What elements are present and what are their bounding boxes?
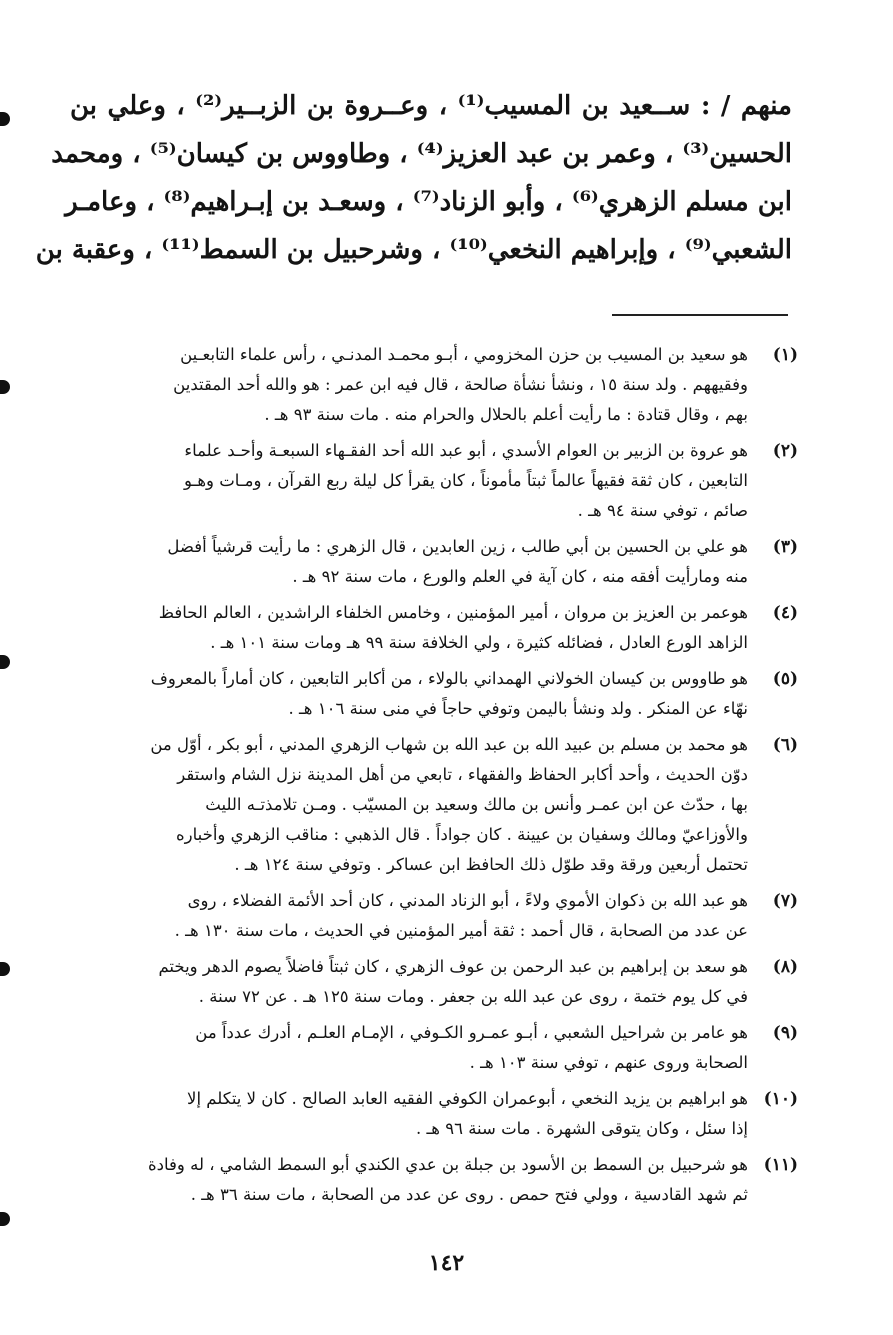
footnote-line: صائم ، توفي سنة ٩٤ هـ .: [577, 501, 748, 520]
footnote: [60, 1150, 798, 1210]
footnote-body: [60, 436, 748, 526]
footnote-body: [60, 532, 748, 592]
footnote: [60, 532, 798, 592]
footnote-line: إذا سئل ، وكان يتوقى الشهرة . مات سنة ٩٦ هـ .: [415, 1119, 748, 1138]
footnote-line: دوّن الحديث ، وأحد أكابر الحفاظ والفقهاء ، تابعي من أهل المدينة نزل الشام واستقر: [177, 765, 748, 784]
footnote-line: تحتمل أربعين ورقة وقد طوّل ذلك الحافظ ابن عساكر . وتوفي سنة ١٢٤ هـ .: [234, 855, 748, 874]
main-paragraph: [35, 82, 792, 274]
footnote-number: (١٠): [763, 1089, 798, 1109]
footnote-line: هو علي بن الحسين بن أبي طالب ، زين العابدين ، قال الزهري : ما رأيت قرشياً أفضل: [167, 537, 748, 556]
footnote-number: (١١): [763, 1155, 798, 1175]
footnote-line: هو سعيد بن المسيب بن حزن المخزومي ، أبـو محمـد المدنـي ، رأس علماء التابعـين: [180, 345, 748, 364]
footnote-number: (٤): [772, 603, 798, 623]
footnote-line: هو عروة بن الزبير بن العوام الأسدي ، أبو عبد الله أحد الفقـهاء السبعـة وأحـد علماء: [184, 441, 748, 460]
footnotes: [60, 340, 798, 1216]
main-line: منهم / : ســعيد بن المسيب⁽¹⁾ ، وعــروة بن الزبــير⁽²⁾ ، وعلي بن: [70, 91, 792, 121]
footnote-line: عن عدد من الصحابة ، قال أحمد : ثقة أمير المؤمنين في الحديث ، مات سنة ١٣٠ هـ .: [174, 921, 748, 940]
footnote-line: بها ، حدّث عن ابن عمـر وأنس بن مالك وسعيد بن المسيّب . ومـن تلامذتـه الليث: [205, 795, 748, 814]
footnote: [60, 1084, 798, 1144]
footnote-line: والأوزاعيّ ومالك وسفيان بن عيينة . كان جواداً . قال الذهبي : مناقب الزهري وأخباره: [176, 825, 748, 844]
page-number: ١٤٢: [428, 1250, 465, 1276]
footnote-number: (٨): [772, 957, 798, 977]
footnote-body: [60, 1084, 748, 1144]
footnote-body: [60, 952, 748, 1012]
footnote-line: هو عبد الله بن ذكوان الأموي ولاءً ، أبو الزناد المدني ، كان أحد الأئمة الفضلاء ، روى: [187, 891, 748, 910]
footnote: [60, 952, 798, 1012]
footnote-number: (٢): [772, 441, 798, 461]
footnote-body: [60, 1018, 748, 1078]
footnote-body: [60, 886, 748, 946]
scan-edge-mark: [0, 655, 10, 669]
footnote-number: (٣): [772, 537, 798, 557]
footnote-body: [60, 598, 748, 658]
footnote-line: الزاهد الورع العادل ، فضائله كثيرة ، ولي الخلافة سنة ٩٩ هـ ومات سنة ١٠١ هـ .: [210, 633, 748, 652]
footnote-line: هو طاووس بن كيسان الخولاني الهمداني بالولاء ، من أكابر التابعين ، كان أماراً بالمعروف: [150, 669, 748, 688]
footnote-line: هو محمد بن مسلم بن عبيد الله بن عبد الله بن شهاب الزهري المدني ، أبو بكر ، أوّل من: [150, 735, 748, 754]
footnote-line: في كل يوم ختمة ، روى عن عبد الله بن جعفر . ومات سنة ١٢٥ هـ . عن ٧٢ سنة .: [198, 987, 748, 1006]
footnote-line: هوعمر بن العزيز بن مروان ، أمير المؤمنين ، وخامس الخلفاء الراشدين ، العالم الحافظ: [158, 603, 748, 622]
footnote-line: هو شرحبيل بن السمط بن الأسود بن جبلة بن عدي الكندي أبو السمط الشامي ، له وفادة: [147, 1155, 748, 1174]
footnote-body: [60, 664, 748, 724]
footnote-line: التابعين ، كان ثقة فقيهاً عالماً ثبتاً مأموناً ، كان يقرأ كل ليلة ربع القرآن ، ومـات وهـو: [184, 471, 748, 490]
scan-edge-mark: [0, 962, 10, 976]
footnote-number: (٥): [772, 669, 798, 689]
main-line: ابن مسلم الزهري⁽⁶⁾ ، وأبو الزناد⁽⁷⁾ ، وسعـد بن إبـراهيم⁽⁸⁾ ، وعامـر: [65, 187, 792, 217]
scan-edge-mark: [0, 112, 10, 126]
footnote: [60, 886, 798, 946]
footnote-line: هو ابراهيم بن يزيد النخعي ، أبوعمران الكوفي الفقيه العابد الصالح . كان لا يتكلم إلا: [187, 1089, 748, 1108]
footnote-number: (٦): [772, 735, 798, 755]
footnote-line: هو عامر بن شراحيل الشعبي ، أبـو عمـرو الكـوفي ، الإمـام العلـم ، أدرك عدداً من: [195, 1023, 748, 1042]
footnote-line: وفقيههم . ولد سنة ١٥ ، ونشأ نشأة صالحة ، قال فيه ابن عمر : هو والله أحد المقتدين: [173, 375, 748, 394]
footnote-line: الصحابة وروى عنهم ، توفي سنة ١٠٣ هـ .: [469, 1053, 748, 1072]
footnote: [60, 1018, 798, 1078]
footnote-line: بهم ، وقال قتادة : ما رأيت أعلم بالحلال والحرام منه . مات سنة ٩٣ هـ .: [264, 405, 748, 424]
footnote-line: نهّاء عن المنكر . ولد ونشأ باليمن وتوفي حاجاً في منى سنة ١٠٦ هـ .: [288, 699, 748, 718]
footnote-line: منه ومارأيت أفقه منه ، كان آية في العلم والورع ، مات سنة ٩٢ هـ .: [292, 567, 748, 586]
footnote-line: هو سعد بن إبراهيم بن عبد الرحمن بن عوف الزهري ، كان ثبتاً فاضلاً يصوم الدهر ويختم: [158, 957, 748, 976]
footnote-number: (٧): [772, 891, 798, 911]
footnote-number: (١): [772, 345, 798, 365]
scan-edge-mark: [0, 1212, 10, 1226]
footnote: [60, 664, 798, 724]
footnote-line: ثم شهد القادسية ، وولي فتح حمص . روى عن عدد من الصحابة ، مات سنة ٣٦ هـ .: [190, 1185, 748, 1204]
main-line: الحسين⁽³⁾ ، وعمر بن عبد العزيز⁽⁴⁾ ، وطاووس بن كيسان⁽⁵⁾ ، ومحمد: [51, 139, 792, 169]
footnote: [60, 598, 798, 658]
footnote-divider: [612, 314, 788, 316]
main-line: الشعبي⁽⁹⁾ ، وإبراهيم النخعي⁽¹⁰⁾ ، وشرحبيل بن السمط⁽¹¹⁾ ، وعقبة بن: [35, 235, 792, 265]
footnote: [60, 436, 798, 526]
footnote-body: [60, 730, 748, 880]
scan-edge-mark: [0, 380, 10, 394]
footnote: [60, 730, 798, 880]
footnote-body: [60, 1150, 748, 1210]
footnote-number: (٩): [772, 1023, 798, 1043]
footnote-body: [60, 340, 748, 430]
footnote: [60, 340, 798, 430]
